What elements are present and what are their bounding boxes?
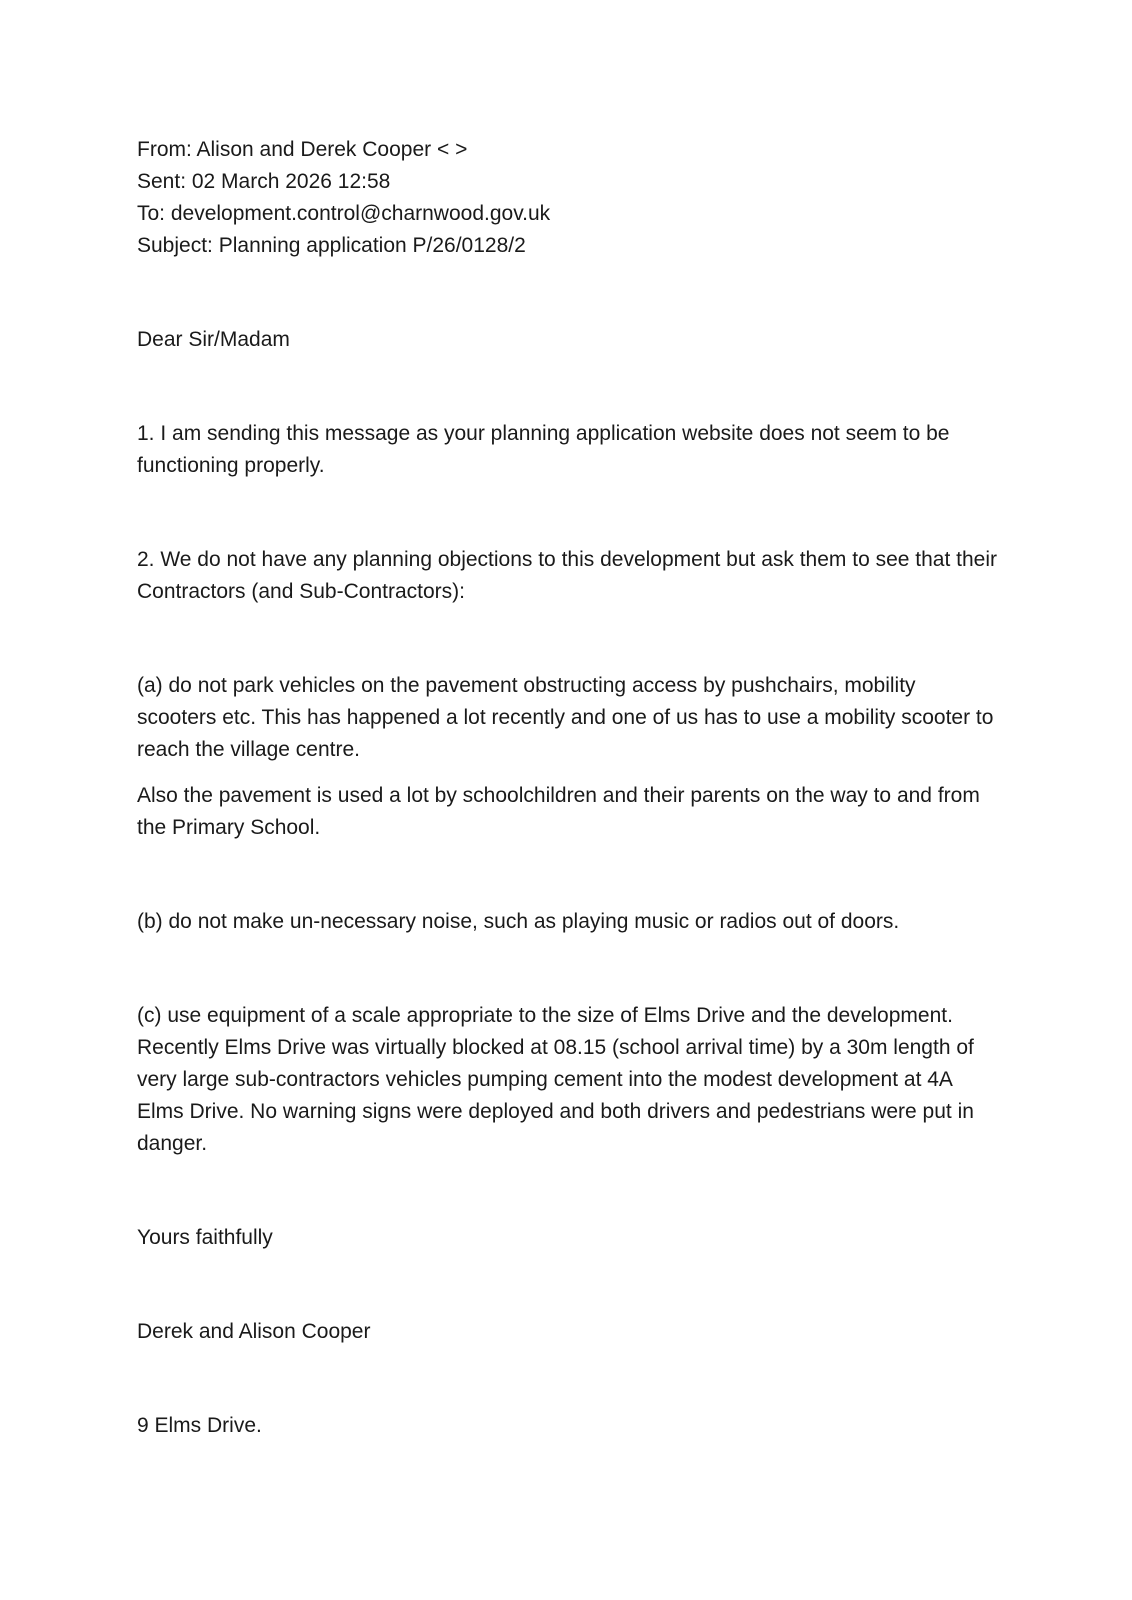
letter-page — [137, 134, 997, 1442]
point-2: 2. We do not have any planning objections to this development but ask them to see that their Contractors (and Sub-Contractors): — [137, 548, 997, 603]
item-a: (a) do not park vehicles on the pavement obstructing access by pushchairs, mobility scooters etc. This has happened a lot recently and one of us has to use a mobility scooter to reach the village centre. — [137, 674, 994, 761]
email-to: To: development.control@charnwood.gov.uk — [137, 202, 551, 225]
item-a-continued: Also the pavement is used a lot by schoolchildren and their parents on the way to and from the Primary School. — [137, 784, 980, 839]
signature: Derek and Alison Cooper — [137, 1320, 371, 1343]
item-c: (c) use equipment of a scale appropriate to the size of Elms Drive and the development. Recently Elms Drive was virtually blocked at 08.15 (school arrival time) by a 30m length of very large sub-contractors vehicles pumping cement into the modest development at 4A Elms Drive. No warning signs were deployed and both drivers and pedestrians were put in danger. — [137, 1004, 974, 1155]
address: 9 Elms Drive. — [137, 1414, 262, 1437]
email-header — [137, 134, 997, 262]
email-subject: Subject: Planning application P/26/0128/2 — [137, 234, 526, 257]
item-b: (b) do not make un-necessary noise, such as playing music or radios out of doors. — [137, 910, 900, 933]
point-1: 1. I am sending this message as your planning application website does not seem to be functioning properly. — [137, 422, 950, 477]
email-from: From: Alison and Derek Cooper < > — [137, 138, 468, 161]
email-sent: Sent: 02 March 2026 12:58 — [137, 170, 391, 193]
salutation: Dear Sir/Madam — [137, 328, 290, 351]
closing: Yours faithfully — [137, 1226, 273, 1249]
